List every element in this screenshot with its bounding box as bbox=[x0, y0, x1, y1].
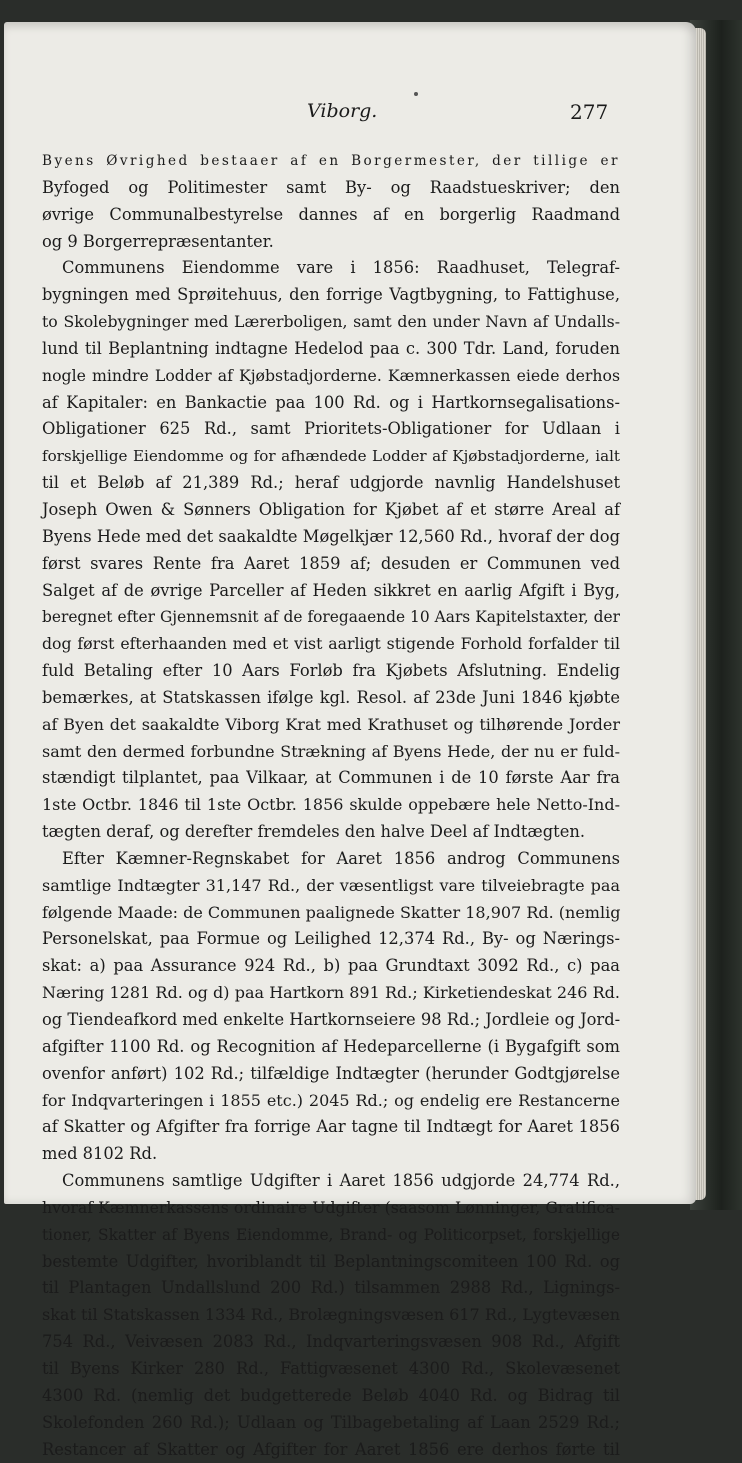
text-line: Næring 1281 Rd. og d) paa Hartkorn 891 Rd.; Kirketiendeskat 246 Rd. bbox=[42, 980, 620, 1007]
text-line: bestemte Udgifter, hvoriblandt til Beplantningscomiteen 100 Rd. og bbox=[42, 1249, 620, 1276]
text-line: Efter Kæmner-Regnskabet for Aaret 1856 androg Communens bbox=[42, 846, 620, 873]
text-line: øvrige Communalbestyrelse dannes af en borgerlig Raadmand bbox=[42, 202, 620, 229]
text-line: Byens Hede med det saakaldte Møgelkjær 12,560 Rd., hvoraf der dog bbox=[42, 524, 620, 551]
text-line: til Plantagen Undallslund 200 Rd.) tilsammen 2988 Rd., Lignings- bbox=[42, 1275, 620, 1302]
text-line: Communens Eiendomme vare i 1856: Raadhuset, Telegraf- bbox=[42, 255, 620, 282]
text-line: af Byen det saakaldte Viborg Krat med Krathuset og tilhørende Jorder bbox=[42, 712, 620, 739]
text-line: af Kapitaler: en Bankactie paa 100 Rd. og i Hartkornsegalisations- bbox=[42, 390, 620, 417]
text-line: samtlige Indtægter 31,147 Rd., der væsentligst vare tilveiebragte paa bbox=[42, 873, 620, 900]
running-title: Viborg. bbox=[307, 100, 377, 122]
paper-speck bbox=[414, 92, 418, 96]
text-line: samt den dermed forbundne Strækning af Byens Hede, der nu er fuld- bbox=[42, 739, 620, 766]
text-line: Joseph Owen & Sønners Obligation for Kjøbet af et større Areal af bbox=[42, 497, 620, 524]
text-line: Salget af de øvrige Parceller af Heden sikkret en aarlig Afgift i Byg, bbox=[42, 578, 620, 605]
body-text bbox=[42, 148, 620, 1463]
text-line: lund til Beplantning indtagne Hedelod paa c. 300 Tdr. Land, foruden bbox=[42, 336, 620, 363]
text-line: Byfoged og Politimester samt By- og Raadstueskriver; den bbox=[42, 175, 620, 202]
text-line: tægten deraf, og derefter fremdeles den halve Deel af Indtægten. bbox=[42, 819, 620, 846]
text-line: til Byens Kirker 280 Rd., Fattigvæsenet 4300 Rd., Skolevæsenet bbox=[42, 1356, 620, 1383]
text-line: ovenfor anført) 102 Rd.; tilfældige Indtægter (herunder Godtgjørelse bbox=[42, 1061, 620, 1088]
text-line: bygningen med Sprøitehuus, den forrige Vagtbygning, to Fattighuse, bbox=[42, 282, 620, 309]
text-line: nogle mindre Lodder af Kjøbstadjorderne. Kæmnerkassen eiede derhos bbox=[42, 363, 620, 390]
text-line: Restancer af Skatter og Afgifter for Aaret 1856 ere derhos førte til bbox=[42, 1437, 620, 1463]
text-line: for Indqvarteringen i 1855 etc.) 2045 Rd.; og endelig ere Restancerne bbox=[42, 1088, 620, 1115]
text-line: Personelskat, paa Formue og Leilighed 12,374 Rd., By- og Nærings- bbox=[42, 926, 620, 953]
text-line: 4300 Rd. (nemlig det budgetterede Beløb 4040 Rd. og Bidrag til bbox=[42, 1383, 620, 1410]
text-line: Byens Øvrighed bestaaer af en Borgermester, der tillige er bbox=[42, 148, 620, 175]
text-line: fuld Betaling efter 10 Aars Forløb fra Kjøbets Afslutning. Endelig bbox=[42, 658, 620, 685]
text-line: med 8102 Rd. bbox=[42, 1141, 620, 1168]
page-number: 277 bbox=[570, 100, 608, 124]
text-line: skat til Statskassen 1334 Rd., Brolægningsvæsen 617 Rd., Lygtevæsen bbox=[42, 1302, 620, 1329]
text-line: dog først efterhaanden med et vist aarligt stigende Forhold forfalder til bbox=[42, 631, 620, 658]
text-line: 1ste Octbr. 1846 til 1ste Octbr. 1856 skulde oppebære hele Netto-Ind- bbox=[42, 792, 620, 819]
text-line: bemærkes, at Statskassen ifølge kgl. Resol. af 23de Juni 1846 kjøbte bbox=[42, 685, 620, 712]
text-line: Skolefonden 260 Rd.); Udlaan og Tilbagebetaling af Laan 2529 Rd.; bbox=[42, 1410, 620, 1437]
text-line: Communens samtlige Udgifter i Aaret 1856 udgjorde 24,774 Rd., bbox=[42, 1168, 620, 1195]
book-page bbox=[4, 22, 696, 1204]
text-line: afgifter 1100 Rd. og Recognition af Hedeparcellerne (i Bygafgift som bbox=[42, 1034, 620, 1061]
page-header bbox=[4, 100, 696, 130]
text-line: tioner, Skatter af Byens Eiendomme, Brand- og Politicorpset, forskjellige bbox=[42, 1222, 620, 1249]
text-line: først svares Rente fra Aaret 1859 af; desuden er Communen ved bbox=[42, 551, 620, 578]
text-line: skat: a) paa Assurance 924 Rd., b) paa Grundtaxt 3092 Rd., c) paa bbox=[42, 953, 620, 980]
text-line: 754 Rd., Veivæsen 2083 Rd., Indqvarteringsvæsen 908 Rd., Afgift bbox=[42, 1329, 620, 1356]
text-line: følgende Maade: de Communen paalignede Skatter 18,907 Rd. (nemlig bbox=[42, 900, 620, 927]
text-line: af Skatter og Afgifter fra forrige Aar tagne til Indtægt for Aaret 1856 bbox=[42, 1114, 620, 1141]
text-line: to Skolebygninger med Lærerboligen, samt den under Navn af Undalls- bbox=[42, 309, 620, 336]
text-line: og 9 Borgerrepræsentanter. bbox=[42, 229, 620, 256]
text-line: Obligationer 625 Rd., samt Prioritets-Obligationer for Udlaan i bbox=[42, 416, 620, 443]
text-line: stændigt tilplantet, paa Vilkaar, at Communen i de 10 første Aar fra bbox=[42, 765, 620, 792]
text-line: forskjellige Eiendomme og for afhændede Lodder af Kjøbstadjorderne, ialt bbox=[42, 443, 620, 470]
text-line: og Tiendeafkord med enkelte Hartkornseiere 98 Rd.; Jordleie og Jord- bbox=[42, 1007, 620, 1034]
text-line: til et Beløb af 21,389 Rd.; heraf udgjorde navnlig Handelshuset bbox=[42, 470, 620, 497]
text-line: beregnet efter Gjennemsnit af de foregaaende 10 Aars Kapitelstaxter, der bbox=[42, 604, 620, 631]
text-line: hvoraf Kæmnerkassens ordinaire Udgifter (saasom Lønninger, Gratifica- bbox=[42, 1195, 620, 1222]
